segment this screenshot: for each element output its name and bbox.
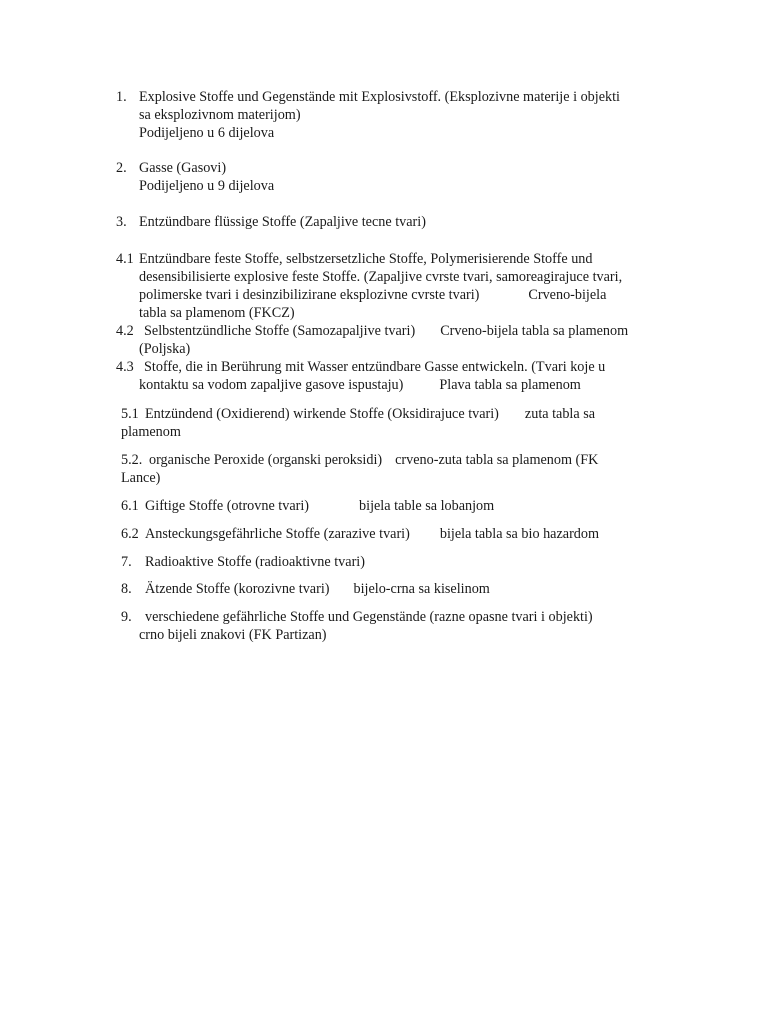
item-number: 1.: [116, 89, 127, 105]
list-item-4-3: [116, 358, 605, 394]
placard-description: Crveno-bijela: [528, 287, 607, 303]
item-text-line: tabla sa plamenom (FKCZ): [139, 305, 295, 321]
placard-description: bijelo-crna sa kiselinom: [353, 581, 490, 597]
item-text-line: sa eksplozivnom materijom): [139, 107, 301, 123]
item-text-line: plamenom: [121, 424, 181, 440]
item-text-line: Entzündbare feste Stoffe, selbstzersetzliche Stoffe, Polymerisierende Stoffe und: [139, 251, 593, 267]
item-number: 4.1: [116, 251, 134, 267]
placard-description: Plava tabla sa plamenom: [439, 377, 581, 393]
list-item-2: [116, 159, 274, 195]
item-text-line: polimerske tvari i desinzibilizirane eksplozivne cvrste tvari): [139, 287, 480, 303]
list-item-4-1: [116, 250, 622, 322]
list-item-9: [121, 608, 593, 644]
item-text-line: Entzündend (Oxidierend) wirkende Stoffe (Oksidirajuce tvari): [145, 406, 499, 422]
item-number: 7.: [121, 554, 132, 570]
item-text-line: kontaktu sa vodom zapaljive gasove ispustaju): [139, 377, 404, 393]
list-item-3: [116, 213, 426, 231]
item-number: 5.2.: [121, 452, 143, 468]
item-number: 4.2: [116, 323, 134, 339]
list-item-1: [116, 88, 620, 142]
item-text-line: Gasse (Gasovi): [139, 160, 227, 176]
item-text-line: Podijeljeno u 9 dijelova: [139, 178, 275, 194]
item-text-line: Radioaktive Stoffe (radioaktivne tvari): [145, 554, 365, 570]
item-number: 5.1: [121, 406, 139, 422]
item-text-line: Giftige Stoffe (otrovne tvari): [145, 498, 310, 514]
item-number: 3.: [116, 214, 127, 230]
item-number: 8.: [121, 581, 132, 597]
placard-description: crveno-zuta tabla sa plamenom (FK: [395, 452, 599, 468]
item-text-line: crno bijeli znakovi (FK Partizan): [139, 627, 327, 643]
item-number: 6.1: [121, 498, 139, 514]
item-text-line: verschiedene gefährliche Stoffe und Gegenstände (razne opasne tvari i objekti): [145, 609, 593, 625]
list-item-5-1: [121, 405, 595, 441]
item-text-line: desensibilisierte explosive feste Stoffe. (Zapaljive cvrste tvari, samoreagirajuce tvari,: [139, 269, 623, 285]
list-item-8: [121, 580, 490, 598]
item-text-line: Explosive Stoffe und Gegenstände mit Explosivstoff. (Eksplozivne materije i objekti: [139, 89, 620, 105]
item-text-line: Selbstentzündliche Stoffe (Samozapaljive tvari): [144, 323, 416, 339]
item-number: 2.: [116, 160, 127, 176]
list-item-6-2: [121, 525, 599, 543]
placard-description: Crveno-bijela tabla sa plamenom: [440, 323, 629, 339]
item-number: 9.: [121, 609, 132, 625]
item-text-line: (Poljska): [139, 341, 191, 357]
item-number: 4.3: [116, 359, 134, 375]
item-text-line: organische Peroxide (organski peroksidi): [149, 452, 383, 468]
list-item-7: [121, 553, 365, 571]
list-item-4-2: [116, 322, 628, 358]
list-item-6-1: [121, 497, 494, 515]
list-item-5-2: [121, 451, 598, 487]
item-number: 6.2: [121, 526, 139, 542]
item-text-line: Ansteckungsgefährliche Stoffe (zarazive tvari): [145, 526, 410, 542]
item-text-line: Entzündbare flüssige Stoffe (Zapaljive tecne tvari): [139, 214, 426, 230]
placard-description: bijela table sa lobanjom: [359, 498, 495, 514]
item-text-line: Lance): [121, 470, 161, 486]
placard-description: zuta tabla sa: [524, 406, 596, 422]
placard-description: bijela tabla sa bio hazardom: [439, 526, 600, 542]
item-text-line: Ätzende Stoffe (korozivne tvari): [145, 581, 330, 597]
item-text-line: Podijeljeno u 6 dijelova: [139, 125, 275, 141]
item-text-line: Stoffe, die in Berührung mit Wasser entzündbare Gasse entwickeln. (Tvari koje u: [144, 359, 606, 375]
